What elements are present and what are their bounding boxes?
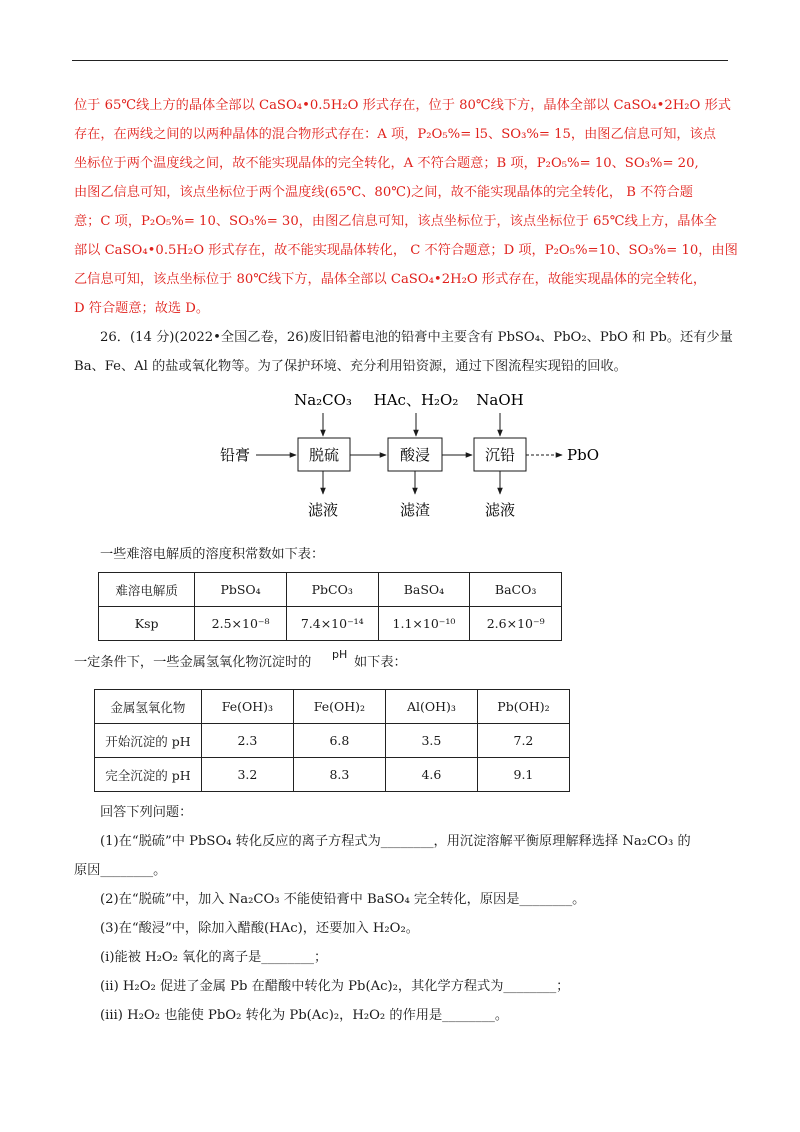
ksp-row-label: Ksp <box>99 607 195 641</box>
flow-output-2: 滤渣 <box>399 501 431 519</box>
ksp-table <box>98 572 562 641</box>
ph-row-label: 完全沉淀的 pH <box>95 758 202 792</box>
flow-reagent-1: Na₂CO₃ <box>294 391 352 409</box>
ksp-value-cell: 7.4×10⁻¹⁴ <box>286 607 378 641</box>
solution-line: 意；C 项，P₂O₅%= 10、SO₃%= 30，由图乙信息可知，该点坐标位于，该点坐标位于 65℃线上方，晶体全 <box>74 214 717 229</box>
ph-header-cell: 金属氢氧化物 <box>95 690 202 724</box>
questions <box>74 798 734 1030</box>
flow-start-label: 铅膏 <box>220 446 251 464</box>
ph-header-cell: Fe(OH)₃ <box>201 690 293 724</box>
question-line: 原因________。 <box>74 863 167 878</box>
ph-row-label: 开始沉淀的 pH <box>95 724 202 758</box>
question-line: (ⅰ)能被 H₂O₂ 氧化的离子是________； <box>100 950 328 965</box>
ph-header-cell: Fe(OH)₂ <box>293 690 385 724</box>
ph-header-cell: Al(OH)₃ <box>385 690 477 724</box>
question-line: 回答下列问题： <box>100 805 193 820</box>
solution-line: 位于 65℃线上方的晶体全部以 CaSO₄•0.5H₂O 形式存在，位于 80℃线下方，晶体全部以 CaSO₄•2H₂O 形式 <box>74 98 731 113</box>
question-line: (2)在“脱硫”中，加入 Na₂CO₃ 不能使铅膏中 BaSO₄ 完全转化，原因是________。 <box>100 892 586 907</box>
flow-box-label: 脱硫 <box>308 446 340 464</box>
solution-text <box>74 91 738 323</box>
flow-reagent-3: NaOH <box>476 391 524 409</box>
ph-intro-b: 如下表： <box>354 655 407 670</box>
question-line: (1)在“脱硫”中 PbSO₄ 转化反应的离子方程式为________，用沉淀溶解平衡原理解释选择 Na₂CO₃ 的 <box>100 834 691 849</box>
ph-value-cell: 9.1 <box>477 758 569 792</box>
solution-line: 存在，在两线之间的以两种晶体的混合物形式存在：A 项，P₂O₅%= l5、SO₃%= 15，由图乙信息可知，该点 <box>74 127 716 142</box>
question-line: (3)在“酸浸”中，除加入醋酸(HAc)，还要加入 H₂O₂。 <box>100 921 419 936</box>
process-flow-diagram <box>220 383 620 533</box>
ph-value-cell: 3.2 <box>201 758 293 792</box>
flow-end-label: PbO <box>567 446 599 464</box>
header-rule <box>72 60 728 61</box>
ksp-header-cell: 难溶电解质 <box>99 573 195 607</box>
ph-value-cell: 3.5 <box>385 724 477 758</box>
solution-line: 坐标位于两个温度线之间，故不能实现晶体的完全转化，A 不符合题意；B 项，P₂O₅%= 10、SO₃%= 20, <box>74 156 699 171</box>
solution-line: 由图乙信息可知，该点坐标位于两个温度线(65℃、80℃)之间，故不能实现晶体的完全转化， B 不符合题 <box>74 185 693 200</box>
ksp-intro: 一些难溶电解质的溶度积常数如下表： <box>100 547 325 562</box>
ksp-header-cell: BaCO₃ <box>470 573 562 607</box>
ph-value-cell: 4.6 <box>385 758 477 792</box>
ph-value-cell: 2.3 <box>201 724 293 758</box>
ksp-value-cell: 2.5×10⁻⁸ <box>195 607 287 641</box>
flow-output-1: 滤液 <box>307 501 339 519</box>
ksp-value-cell: 1.1×10⁻¹⁰ <box>378 607 470 641</box>
ph-header-cell: Pb(OH)₂ <box>477 690 569 724</box>
solution-line: D 符合题意；故选 D。 <box>74 301 210 316</box>
ksp-value-cell: 2.6×10⁻⁹ <box>470 607 562 641</box>
flow-reagent-2: HAc、H₂O₂ <box>373 391 459 409</box>
ph-symbol: pH <box>332 648 348 661</box>
question-intro-line: 26．(14 分)(2022•全国乙卷，26)废旧铅蓄电池的铅膏中主要含有 PbSO₄、PbO₂、PbO 和 Pb。还有少量 <box>100 330 733 345</box>
ksp-header-cell: PbSO₄ <box>195 573 287 607</box>
ph-table <box>94 689 570 792</box>
flow-output-3: 滤液 <box>484 501 516 519</box>
ph-value-cell: 7.2 <box>477 724 569 758</box>
ph-value-cell: 6.8 <box>293 724 385 758</box>
flow-box-label: 酸浸 <box>399 446 431 464</box>
question-line: (ⅱ) H₂O₂ 促进了金属 Pb 在醋酸中转化为 Pb(Ac)₂，其化学方程式为________； <box>100 979 570 994</box>
flow-box-label: 沉铅 <box>484 446 516 464</box>
ph-intro-a: 一定条件下，一些金属氢氧化物沉淀时的 <box>74 655 312 670</box>
ph-value-cell: 8.3 <box>293 758 385 792</box>
ksp-header-cell: PbCO₃ <box>286 573 378 607</box>
question-line: (ⅲ) H₂O₂ 也能使 PbO₂ 转化为 Pb(Ac)₂，H₂O₂ 的作用是________。 <box>100 1008 509 1023</box>
solution-line: 乙信息可知，该点坐标位于 80℃线下方，晶体全部以 CaSO₄•2H₂O 形式存在，故能实现晶体的完全转化， <box>74 272 707 287</box>
ksp-header-cell: BaSO₄ <box>378 573 470 607</box>
question-intro <box>74 323 734 381</box>
solution-line: 部以 CaSO₄•0.5H₂O 形式存在，故不能实现晶体转化， C 不符合题意；D 项，P₂O₅%=10、SO₃%= 10，由图 <box>74 243 738 258</box>
question-intro-line: Ba、Fe、Al 的盐或氧化物等。为了保护环境、充分利用铅资源，通过下图流程实现铅的回收。 <box>74 359 627 374</box>
